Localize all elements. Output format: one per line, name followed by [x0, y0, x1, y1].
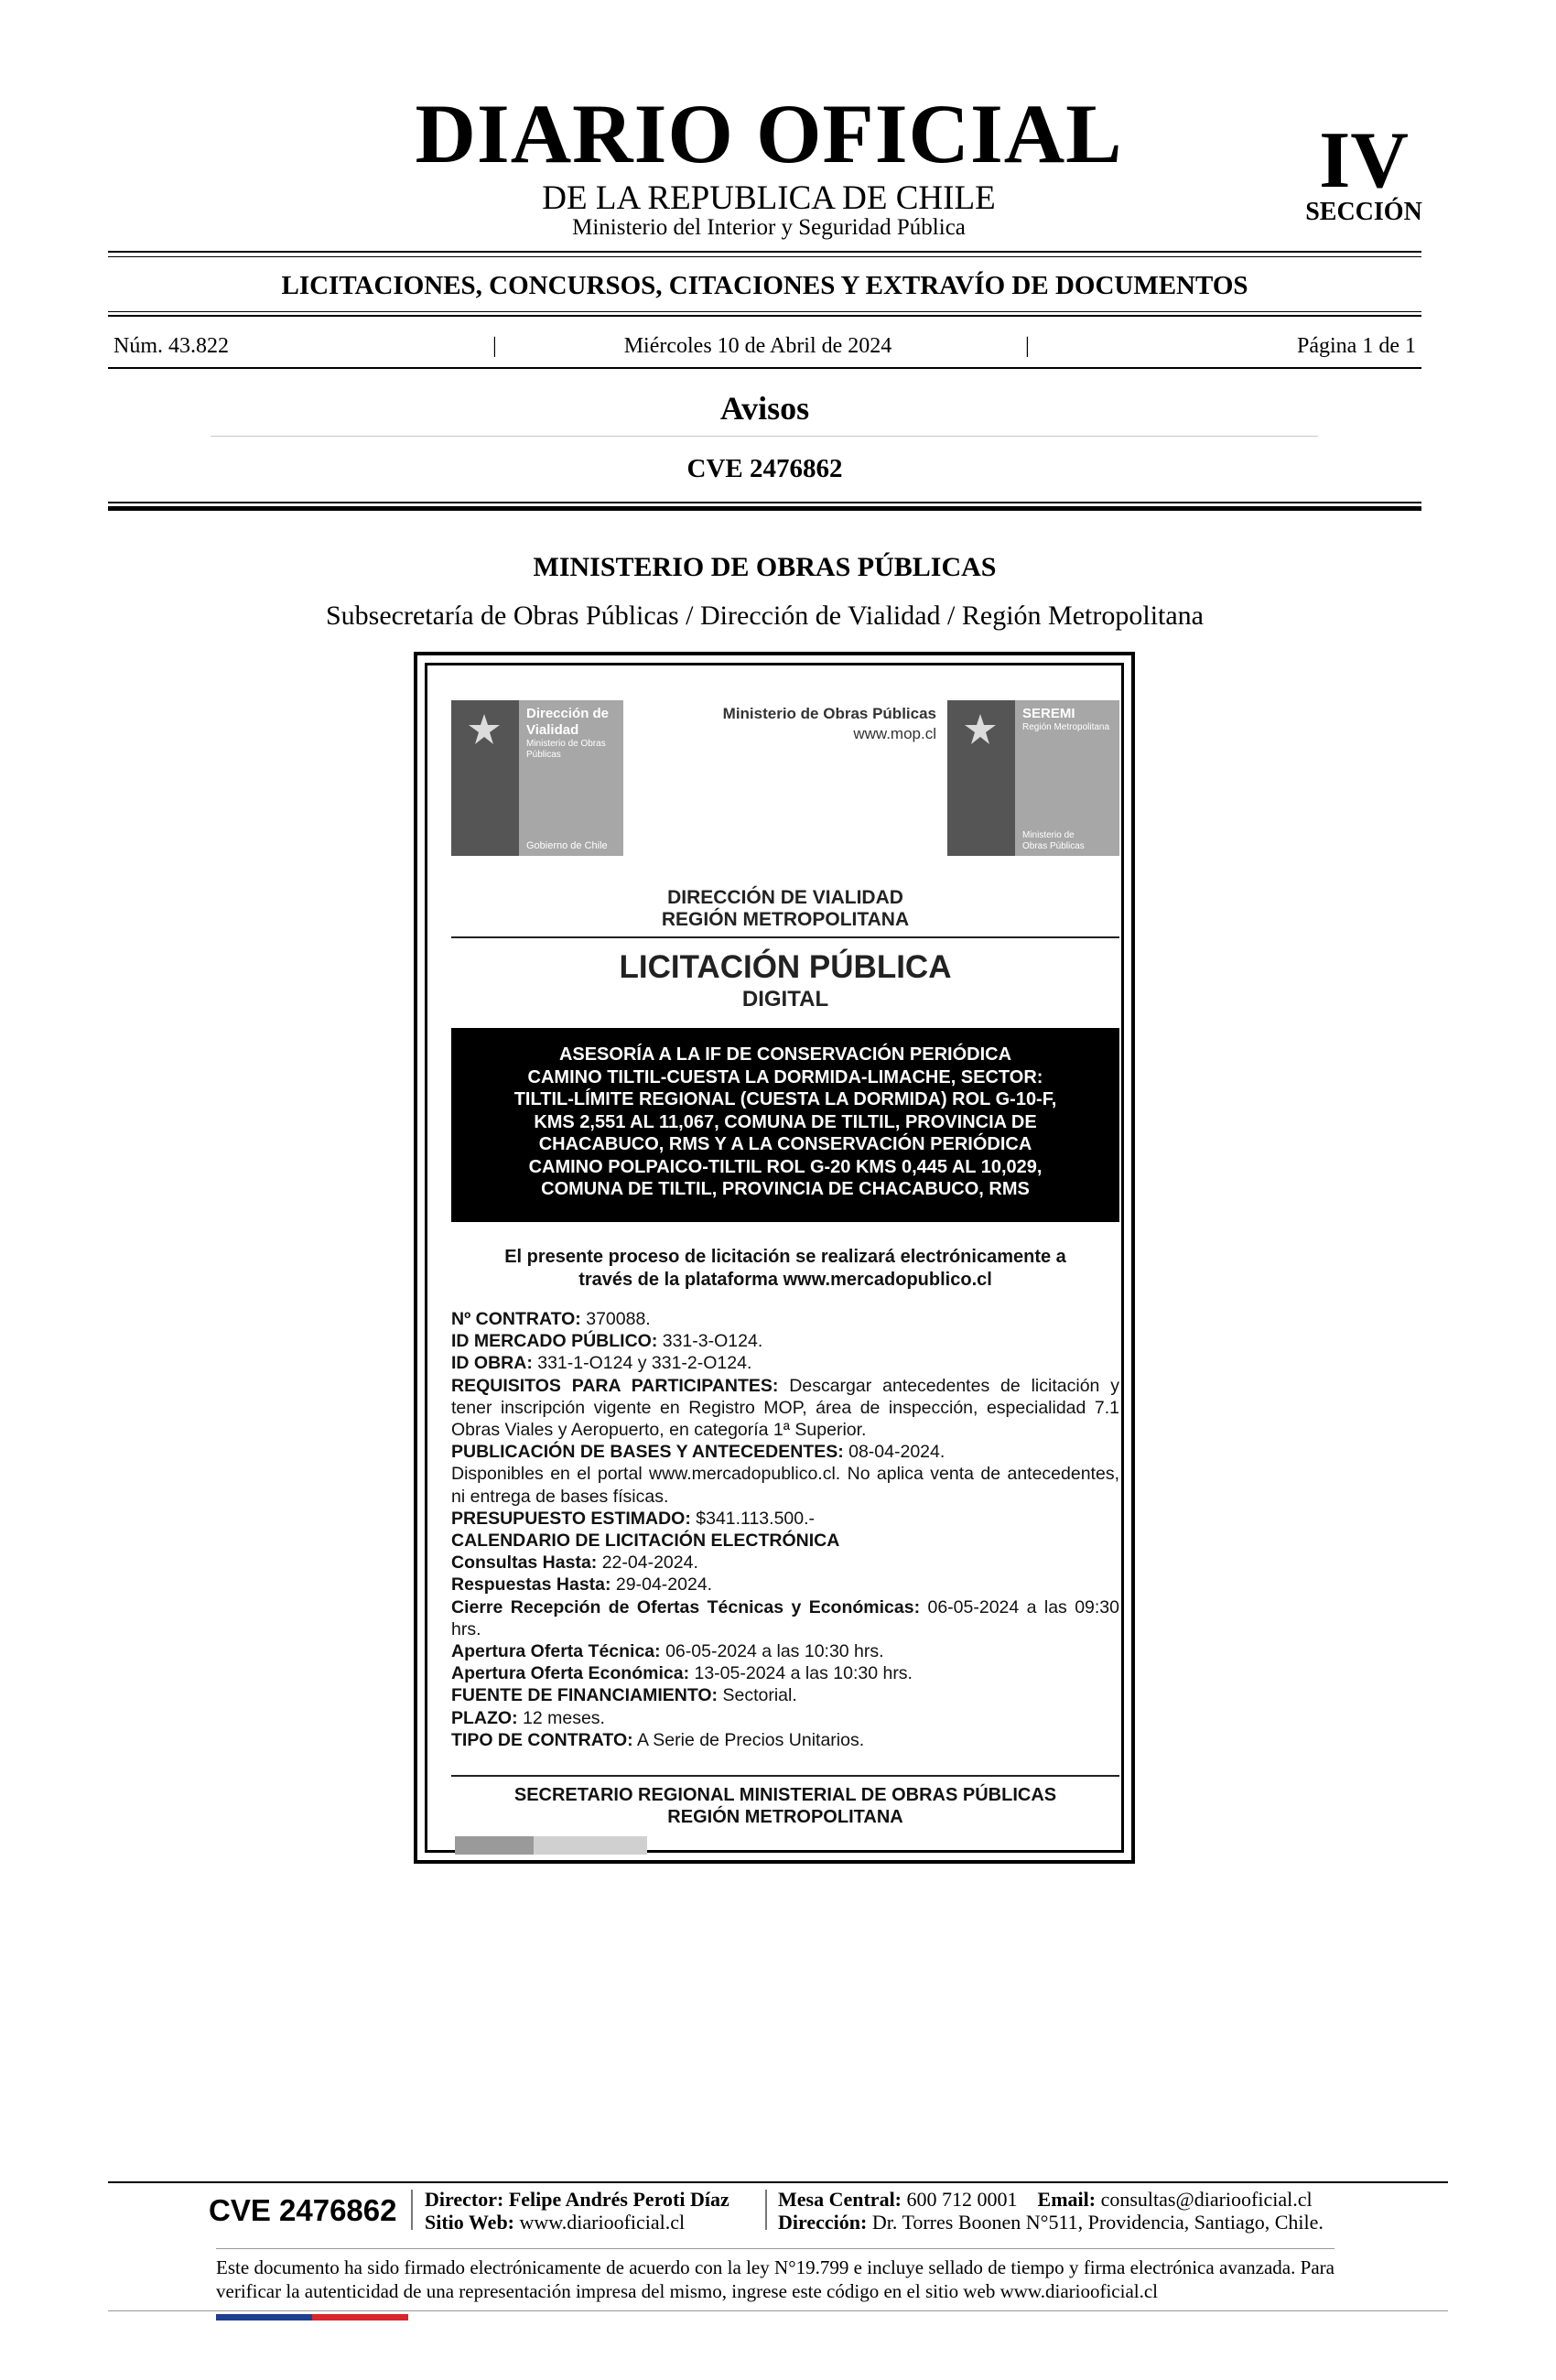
- logo-line: Ministerio de Obras: [526, 739, 606, 749]
- project-line: CAMINO POLPAICO-TILTIL ROL G-20 KMS 0,445 AL 10,029,: [528, 1156, 1043, 1177]
- masthead-title: DIARIO OFICIAL: [415, 87, 1123, 180]
- detail-line: [451, 1684, 1119, 1706]
- director-name: Felipe Andrés Peroti Díaz: [508, 2188, 729, 2211]
- issue-bar: [108, 330, 1421, 362]
- section-rule-thin: [108, 311, 1421, 312]
- tender-subtitle: DIGITAL: [741, 987, 829, 1012]
- issue-separator: |: [492, 334, 497, 358]
- detail-line: [451, 1707, 1119, 1729]
- detail-line: [451, 1552, 1119, 1574]
- detail-value: 13-05-2024 a las 10:30 hrs.: [689, 1663, 913, 1684]
- detail-label: REQUISITOS PARA PARTICIPANTES:: [451, 1375, 779, 1396]
- flag-red-segment: [312, 2314, 408, 2320]
- issue-number: Núm. 43.822: [113, 334, 229, 358]
- footer-legal-text: Este documento ha sido firmado electrónicamente de acuerdo con la ley N°19.799 e incluye sellado de tiempo y firma electrónica avanzada. Para verificar la autenticidad de una representación impresa del mismo, ingrese este código en el sitio web www.diariooficial.cl: [216, 2256, 1334, 2302]
- detail-label: Nº CONTRATO:: [451, 1309, 581, 1329]
- header-rule: [108, 251, 1421, 253]
- direction-heading: DIRECCIÓN DE VIALIDAD REGIÓN METROPOLITANA: [661, 887, 910, 930]
- detail-line: [451, 1640, 1119, 1662]
- project-line: ASESORÍA A LA IF DE CONSERVACIÓN PERIÓDICA: [558, 1044, 1012, 1065]
- website-link[interactable]: www.diariooficial.cl: [519, 2211, 686, 2234]
- cve-rule: [108, 506, 1421, 511]
- cve-rule-thin: [108, 502, 1421, 503]
- detail-label: ID OBRA:: [451, 1353, 533, 1374]
- director-label: Director:: [425, 2188, 504, 2211]
- detail-line: [451, 1352, 1119, 1374]
- footer-rule: [108, 2181, 1448, 2183]
- logo-text-panel: [1015, 700, 1119, 856]
- vialidad-logo: [451, 700, 623, 856]
- footer-cve: CVE 2476862: [209, 2193, 397, 2227]
- detail-label: PUBLICACIÓN DE BASES Y ANTECEDENTES:: [451, 1442, 844, 1463]
- phone-number: 600 712 0001: [906, 2188, 1018, 2211]
- footer-bottom-rule: [108, 2310, 1448, 2311]
- detail-value: Sectorial.: [718, 1685, 797, 1706]
- detail-value: 370088.: [580, 1309, 651, 1329]
- phone-label: Mesa Central:: [778, 2188, 902, 2211]
- signature-bar: [455, 1836, 534, 1855]
- detail-line: [451, 1330, 1119, 1352]
- logo-text-panel: [519, 700, 623, 856]
- detail-value: 06-05-2024 a las 09:30 hrs.: [451, 1596, 1120, 1639]
- address-label: Dirección:: [778, 2211, 868, 2234]
- project-line: KMS 2,551 AL 11,067, COMUNA DE TILTIL, PROVINCIA DE: [534, 1111, 1037, 1132]
- issue-page: Página 1 de 1: [1297, 334, 1416, 358]
- logo-line: Vialidad: [526, 722, 579, 738]
- email-link[interactable]: consultas@diariooficial.cl: [1100, 2188, 1313, 2211]
- detail-line: [451, 1530, 1119, 1552]
- signature-block: SECRETARIO REGIONAL MINISTERIAL DE OBRAS PÚBLICAS REGIÓN METROPOLITANA: [451, 1775, 1119, 1828]
- signature-bars: [455, 1836, 647, 1855]
- detail-value: A Serie de Precios Unitarios.: [632, 1729, 865, 1750]
- detail-value: 331-1-O124 y 331-2-O124.: [532, 1353, 752, 1374]
- detail-value: 22-04-2024.: [597, 1552, 698, 1574]
- detail-label: CALENDARIO DE LICITACIÓN ELECTRÓNICA: [451, 1531, 840, 1552]
- detail-value: 08-04-2024.: [843, 1442, 945, 1463]
- chile-crest-icon: [962, 711, 999, 748]
- detail-line: [451, 1596, 1119, 1640]
- detail-value: 12 meses.: [517, 1707, 605, 1728]
- detail-line: [451, 1441, 1119, 1463]
- footer-director-column: [425, 2188, 729, 2234]
- project-line: TILTIL-LÍMITE REGIONAL (CUESTA LA DORMIDA) ROL G-10-F,: [513, 1089, 1057, 1109]
- website-label: Sitio Web:: [425, 2211, 515, 2234]
- logo-crest-panel: [947, 700, 1015, 856]
- logo-line: Dirección de: [526, 706, 610, 721]
- section-rule: [108, 315, 1421, 317]
- ministry-heading: MINISTERIO DE OBRAS PÚBLICAS: [533, 552, 997, 582]
- detail-label: Consultas Hasta:: [451, 1552, 598, 1574]
- detail-value: Disponibles en el portal www.mercadopublico.cl. No aplica venta de antecedentes, ni entrega de bases físicas.: [451, 1464, 1119, 1507]
- issue-separator: |: [1025, 334, 1030, 358]
- logo-crest-panel: [451, 700, 519, 856]
- seremi-logo: [947, 700, 1119, 856]
- tender-details: [451, 1308, 1119, 1751]
- logo-footer: Gobierno de Chile: [526, 839, 608, 851]
- logo-line: Región Metropolitana: [1022, 722, 1110, 732]
- section-label: SECCIÓN: [1305, 198, 1422, 226]
- mop-logo-text: [634, 704, 936, 744]
- detail-label: Apertura Oferta Económica:: [451, 1663, 690, 1684]
- category-rule: [211, 436, 1318, 437]
- detail-label: Cierre Recepción de Ofertas Técnicas y Económicas:: [451, 1596, 921, 1617]
- detail-label: PLAZO:: [451, 1707, 518, 1728]
- chile-crest-icon: [466, 711, 502, 748]
- issue-date: Miércoles 10 de Abril de 2024: [623, 334, 892, 358]
- detail-line: [451, 1729, 1119, 1751]
- logo-line: Públicas: [526, 750, 561, 760]
- detail-line: [451, 1508, 1119, 1530]
- detail-line: [451, 1308, 1119, 1330]
- footer-contact-column: [778, 2188, 1324, 2234]
- project-line: COMUNA DE TILTIL, PROVINCIA DE CHACABUCO, RMS: [541, 1179, 1030, 1199]
- project-description: [451, 1028, 1119, 1222]
- direction-rule: [451, 936, 1119, 938]
- detail-value: Descargar antecedentes de licitación y tener inscripción vigente en Registro MOP, área de inspección, especialidad 7.1 Obras Viales y Aeropuerto, en categoría 1ª Superior.: [451, 1375, 1119, 1441]
- masthead-ministry: Ministerio del Interior y Seguridad Pública: [572, 215, 966, 240]
- cve-code: CVE 2476862: [686, 454, 843, 483]
- signature-bar: [534, 1836, 647, 1855]
- detail-line: [451, 1375, 1119, 1442]
- logo-footer: Ministerio de Obras Públicas: [1022, 830, 1085, 851]
- detail-value: 06-05-2024 a las 10:30 hrs.: [660, 1641, 884, 1662]
- detail-label: Respuestas Hasta:: [451, 1574, 611, 1596]
- detail-value: 331-3-O124.: [657, 1331, 763, 1352]
- footer-separator: [411, 2190, 413, 2230]
- detail-value: 29-04-2024.: [611, 1574, 713, 1596]
- email-label: Email:: [1037, 2188, 1097, 2211]
- detail-label: TIPO DE CONTRATO:: [451, 1729, 633, 1750]
- notice-inner-frame: [425, 663, 1124, 1853]
- mop-website: www.mop.cl: [853, 725, 936, 742]
- issue-rule: [108, 367, 1421, 369]
- detail-label: ID MERCADO PÚBLICO:: [451, 1331, 658, 1352]
- header-rule-thin: [108, 256, 1421, 257]
- flag-blue-segment: [216, 2314, 312, 2320]
- detail-line: [451, 1574, 1119, 1596]
- category-heading: Avisos: [719, 390, 810, 427]
- project-line: CAMINO TILTIL-CUESTA LA DORMIDA-LIMACHE, SECTOR:: [527, 1066, 1043, 1087]
- mop-name: Ministerio de Obras Públicas: [722, 705, 936, 722]
- detail-line: [451, 1463, 1119, 1507]
- section-heading: LICITACIONES, CONCURSOS, CITACIONES Y EXTRAVÍO DE DOCUMENTOS: [281, 271, 1248, 300]
- detail-value: $341.113.500.-: [690, 1508, 816, 1529]
- footer-separator: [765, 2190, 767, 2230]
- masthead-subtitle: DE LA REPUBLICA DE CHILE: [542, 179, 996, 217]
- platform-note: El presente proceso de licitación se realizará electrónicamente a través de la plataforma www.mercadopublico.cl: [504, 1247, 1066, 1290]
- logo-line: SEREMI: [1022, 706, 1075, 721]
- notice-frame: [414, 652, 1135, 1864]
- detail-line: [451, 1662, 1119, 1684]
- flag-color-bar: [216, 2314, 408, 2320]
- tender-title: LICITACIÓN PÚBLICA: [619, 949, 952, 985]
- detail-label: Apertura Oferta Técnica:: [451, 1641, 661, 1662]
- project-line: CHACABUCO, RMS Y A LA CONSERVACIÓN PERIÓDICA: [538, 1134, 1032, 1154]
- footer-legal-rule: [216, 2248, 1334, 2249]
- detail-label: PRESUPUESTO ESTIMADO:: [451, 1508, 691, 1529]
- detail-label: FUENTE DE FINANCIAMIENTO:: [451, 1685, 719, 1706]
- address-value: Dr. Torres Boonen N°511, Providencia, Santiago, Chile.: [871, 2211, 1324, 2234]
- ministry-subheading: Subsecretaría de Obras Públicas / Dirección de Vialidad / Región Metropolitana: [325, 600, 1205, 631]
- section-number: IV: [1319, 116, 1409, 205]
